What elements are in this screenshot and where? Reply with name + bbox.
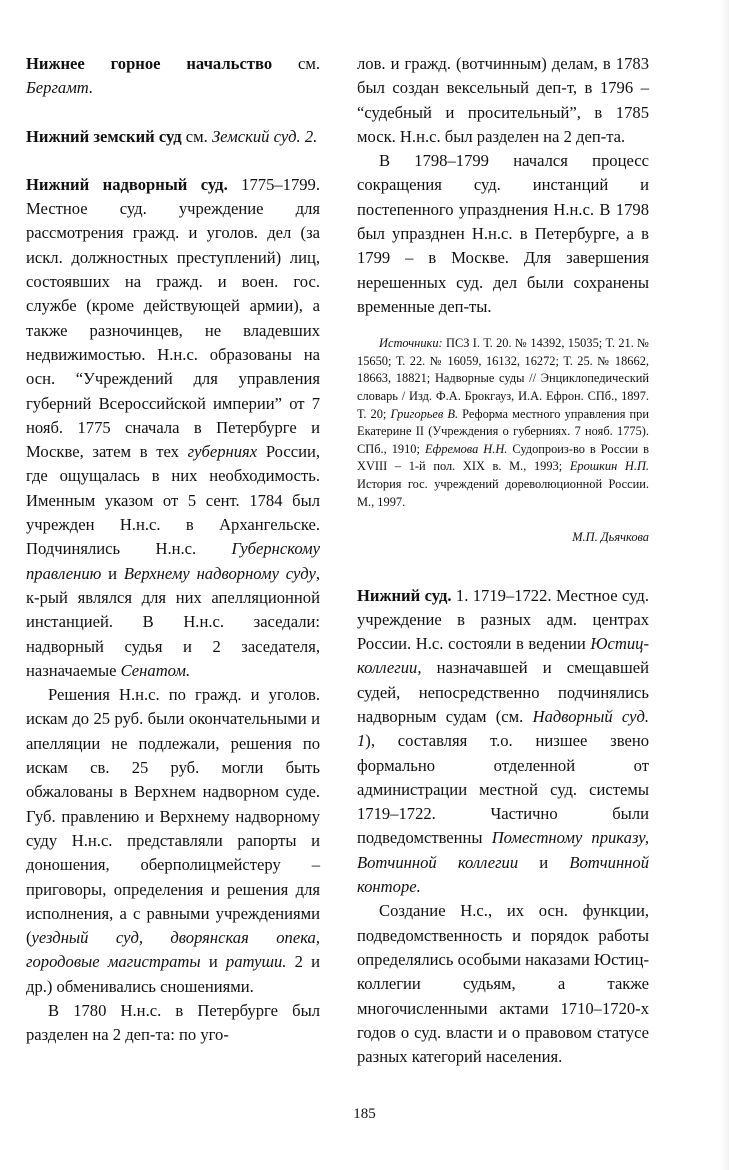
cross-reference: Земский суд. 2. [211, 126, 318, 146]
paragraph-abolition: В 1798–1799 начался процесс сокращения суд. инстанций и постепенного упразднения Н.н.с. В 1798 был упразднен Н.н.с. в Петербурге, а в 1799 – в Москве. Для завершения нерешенных суд. дел были сохранены временные деп-ты. [357, 151, 649, 316]
page-number: 185 [353, 1106, 376, 1122]
sources-block: Источники: ПСЗ I. Т. 20. № 14392, 15035; Т. 21. № 15650; Т. 22. № 16059, 16132, 16272; Т. 25. № 18662, 18663, 18821; Надворные суды // Энциклопедический словарь / Изд. Ф.А. Брокгауз, И.А. Ефрон. СПб., 1897. Т. 20; Григорьев В. Реформа местного управления при Екатерине II (Учреждения о губерниях. 7 нояб. 1775). СПб., 1910; Ефремова Н.Н. Судопроиз-во в России в XVIII – 1-й пол. XIX в. М., 1993; Ерошкин Н.П. История гос. учреждений дореволюционной России. М., 1997. [357, 336, 650, 509]
headword: Нижний суд. [357, 585, 452, 605]
cross-reference: Бергамт. [26, 78, 94, 98]
paragraph-1780: В 1780 Н.н.с. в Петербурге был разделен на 2 деп-та: по уго- [26, 1000, 320, 1045]
paragraph-decisions: Решения Н.н.с. по гражд. и уголов. искам до 25 руб. были окончательными и апелляции не подлежали, решения по искам св. 25 руб. могли быть обжалованы в Верхнем надворном суде. Губ. правлению и Верхнему надворному суду Н.н.с. представляли рапорты и доношения, оберполицмейстеру – приговоры, определения и решения для исполнения, а с равными учреждениями (уездный суд, дворянская опека, городовые магистраты и ратуши. 2 и др.) обменивались сношениями. [26, 685, 320, 996]
author-signature: М.П. Дьячкова [572, 530, 649, 545]
right-column [357, 52, 649, 1069]
entry-nizhniy-nadvorny-sud: Нижний надворный суд. 1775–1799. Местное суд. учреждение для рассмотрения гражд. и уголов. дел (за искл. должностных преступлений) лиц, состоявших на гражд. и воен. гос. службе (кроме действующей армии), а также разночинцев, не владевших недвижимостью. Н.н.с. образованы на осн. “Учреждений для управления губерний Всероссийской империи” от 7 нояб. 1775 сначала в Петербурге и Москве, затем в тех губерниях России, где ощущалась в них необходимость. Именным указом от 5 сент. 1784 был учрежден Н.н.с. в Архангельске. Подчинялись Н.н.с. Губернскому правлению и Верхнему надворному суду, к-рый являлся для них апелляционной инстанцией. В Н.н.с. заседали: надворный судья и 2 заседателя, назначаемые Сенатом. [26, 174, 321, 680]
paragraph-continuation: лов. и гражд. (вотчинным) делам, в 1783 был создан вексельный деп-т, в 1796 – “судебный и просительный”, в 1785 моск. Н.н.с. был разделен на 2 деп-та. [357, 54, 649, 146]
entry-nizhnee-gornoe-nachalstvo: Нижнее горное начальство см. Бергамт. [26, 54, 320, 98]
entry-nizhniy-sud: Нижний суд. 1. 1719–1722. Местное суд. учреждение в разных адм. центрах России. Н.с. состояли в ведении Юстиц-коллегии, назначавшей и смещавшей судей, непосредственно подчинялись надворным судам (см. Надворный суд. 1), составляя т.о. низшее звено формально отделенной от администрации местной суд. системы 1719–1722. Частично были подведомственны Поместному приказу, Вотчинной коллегии и Вотчинной конторе. [357, 585, 649, 897]
headword: Нижний земский суд [26, 126, 182, 146]
headword: Нижний надворный суд. [26, 174, 228, 194]
headword: Нижнее горное начальство [26, 54, 273, 73]
page-edge-shadow [721, 0, 729, 1170]
paragraph-creation: Создание Н.с., их осн. функции, подведомственность и порядок работы определялись особыми наказами Юстиц-коллегии судьям, а также многочисленными актами 1710–1720-х годов о суд. власти и о правовом статусе разных категорий населения. [357, 901, 649, 1067]
left-column [26, 52, 320, 1048]
entry-nizhniy-zemskiy-sud: Нижний земский суд см. Земский суд. 2. [26, 126, 318, 146]
sources-label: Источники: [379, 336, 443, 351]
